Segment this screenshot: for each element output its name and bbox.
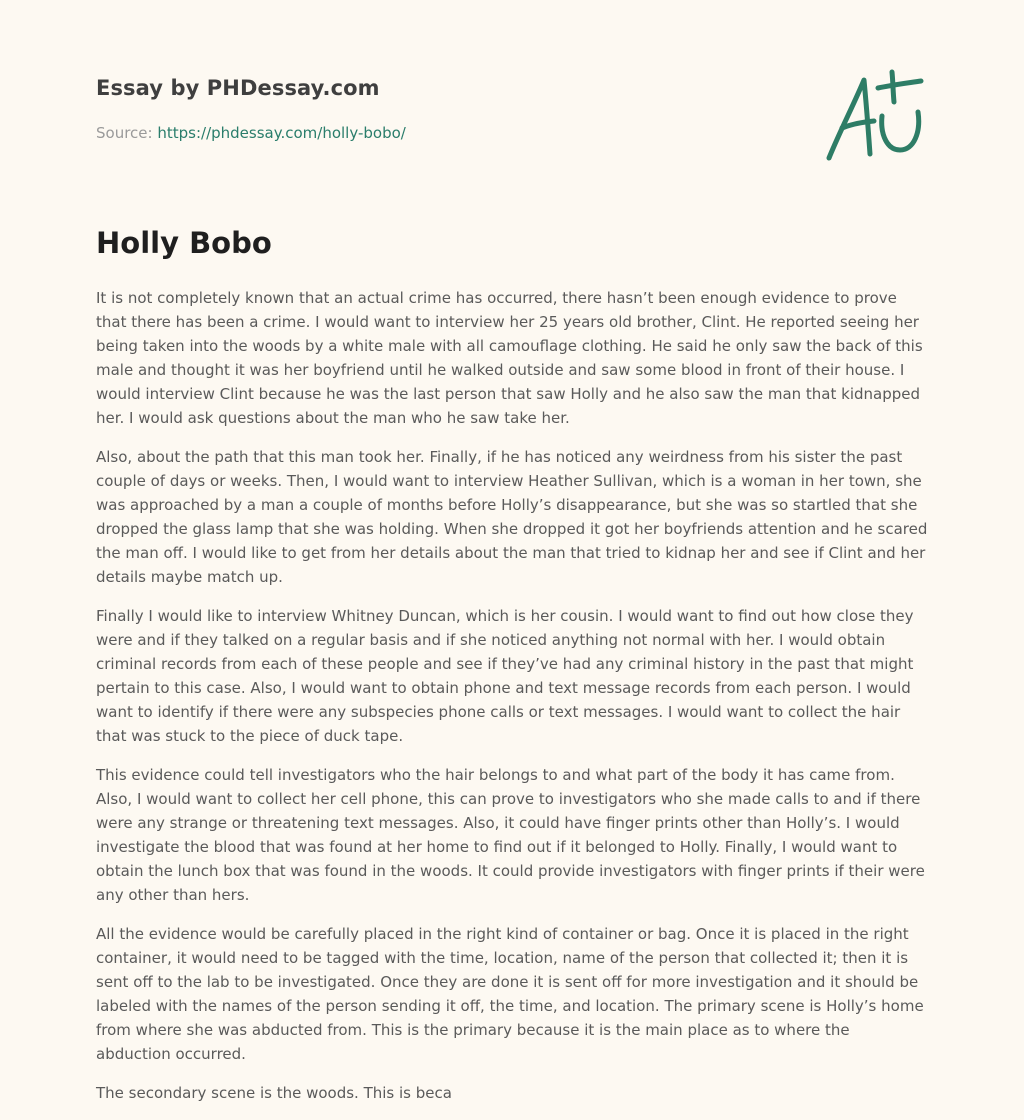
- essay-body: [96, 286, 928, 1120]
- essay-paragraph: This evidence could tell investigators who the hair belongs to and what part of the body it has came from. Also, I would want to collect her cell phone, this can prove to investigators who she made calls to and if there were any strange or threatening text messages. Also, it could have finger prints other than Holly’s. I would investigate the blood that was found at her home to find out if it belonged to Holly. Finally, I would want to obtain the lunch box that was found in the woods. It could provide investigators with finger prints if their were any other than hers.: [96, 766, 925, 904]
- essay-paragraph: The secondary scene is the woods. This is beca: [96, 1084, 452, 1102]
- source-link[interactable]: https://phdessay.com/holly-bobo/: [157, 124, 406, 142]
- essay-paragraph: Finally I would like to interview Whitney Duncan, which is her cousin. I would want to find out how close they were and if they talked on a regular basis and if she noticed anything not normal with her. I would obtain criminal records from each of these people and see if they’ve had any criminal history in the past that might pertain to this case. Also, I would want to obtain phone and text message records from each person. I would want to identify if there were any subspecies phone calls or text messages. I would want to collect the hair that was stuck to the piece of duck tape.: [96, 607, 914, 745]
- site-title: Essay by PHDessay.com: [96, 76, 380, 100]
- source-line: [96, 124, 406, 142]
- a-plus-logo-svg: [820, 66, 930, 166]
- essay-paragraph: All the evidence would be carefully placed in the right kind of container or bag. Once it is placed in the right container, it would need to be tagged with the time, location, name of the person that collected it; then it is sent off to the lab to be investigated. Once they are done it is sent off for more investigation and it should be labeled with the names of the person sending it off, the time, and location. The primary scene is Holly’s home from where she was abducted from. This is the primary because it is the main place as to where the abduction occurred.: [96, 925, 924, 1063]
- source-label: Source:: [96, 124, 153, 142]
- essay-paragraph: It is not completely known that an actual crime has occurred, there hasn’t been enough evidence to prove that there has been a crime. I would want to interview her 25 years old brother, Clint. He reported seeing her being taken into the woods by a white male with all camouflage clothing. He said he only saw the back of this male and thought it was her boyfriend until he walked outside and saw some blood in front of their house. I would interview Clint because he was the last person that saw Holly and he also saw the man that kidnapped her. I would ask questions about the man who he saw take her.: [96, 289, 923, 427]
- essay-title: Holly Bobo: [96, 226, 272, 260]
- essay-paragraph: Also, about the path that this man took her. Finally, if he has noticed any weirdness from his sister the past couple of days or weeks. Then, I would want to interview Heather Sullivan, which is a woman in her town, she was approached by a man a couple of months before Holly’s disappearance, but she was so startled that she dropped the glass lamp that she was holding. When she dropped it got her boyfriends attention and he scared the man off. I would like to get from her details about the man that tried to kidnap her and see if Clint and her details maybe match up.: [96, 448, 928, 586]
- a-plus-grade-icon: [820, 66, 930, 166]
